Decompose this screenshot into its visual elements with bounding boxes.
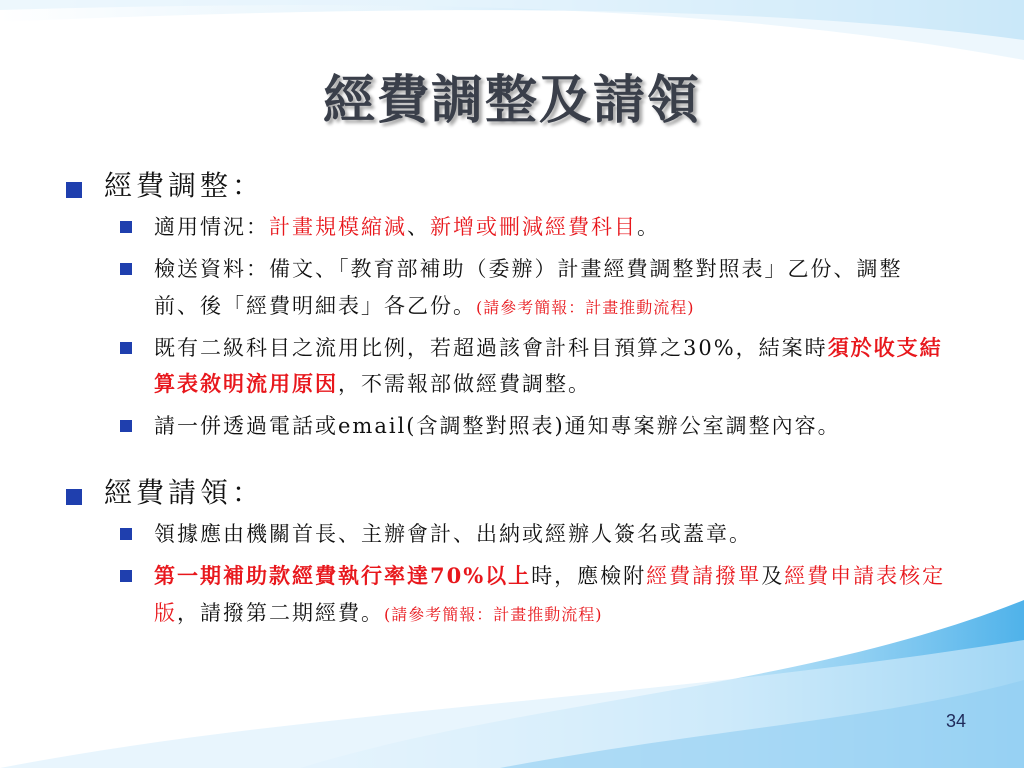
section-heading-claim: 經費請領： [66,475,986,511]
section-heading-adjust: 經費調整： [66,168,986,204]
bullet-square-icon [120,342,132,354]
page-number: 34 [945,711,966,731]
reference-note: (請參考簡報：計畫推動流程) [384,604,603,624]
bullet-square-icon [120,528,132,540]
list-item: 領據應由機關首長、主辦會計、出納或經辦人簽名或蓋章。 [66,516,986,553]
bullet-square-icon [120,221,132,233]
list-item: 第一期補助款經費執行率達70%以上時，應檢附經費請撥單及經費申請表核定版，請撥第二期經費。(請參考簡報：計畫推動流程) [66,558,986,632]
list-item: 既有二級科目之流用比例，若超過該會計科目預算之30%，結案時須於收支結算表敘明流用原因，不需報部做經費調整。 [66,330,986,404]
bullet-square-icon [66,489,82,505]
bullet-square-icon [120,263,132,275]
list-item: 檢送資料：備文、「教育部補助（委辦）計畫經費調整對照表」乙份、調整前、後「經費明細表」各乙份。(請參考簡報：計畫推動流程) [66,251,986,325]
list-item: 請一併透過電話或email(含調整對照表)通知專案辦公室調整內容。 [66,408,986,445]
slide-content [66,168,986,632]
slide-title: 經費調整及請領 [322,71,701,131]
reference-note: (請參考簡報：計畫推動流程) [476,297,695,317]
bullet-square-icon [120,570,132,582]
list-item: 適用情況：計畫規模縮減、新增或刪減經費科目。 [66,209,986,246]
bullet-square-icon [120,420,132,432]
bullet-square-icon [66,182,82,198]
